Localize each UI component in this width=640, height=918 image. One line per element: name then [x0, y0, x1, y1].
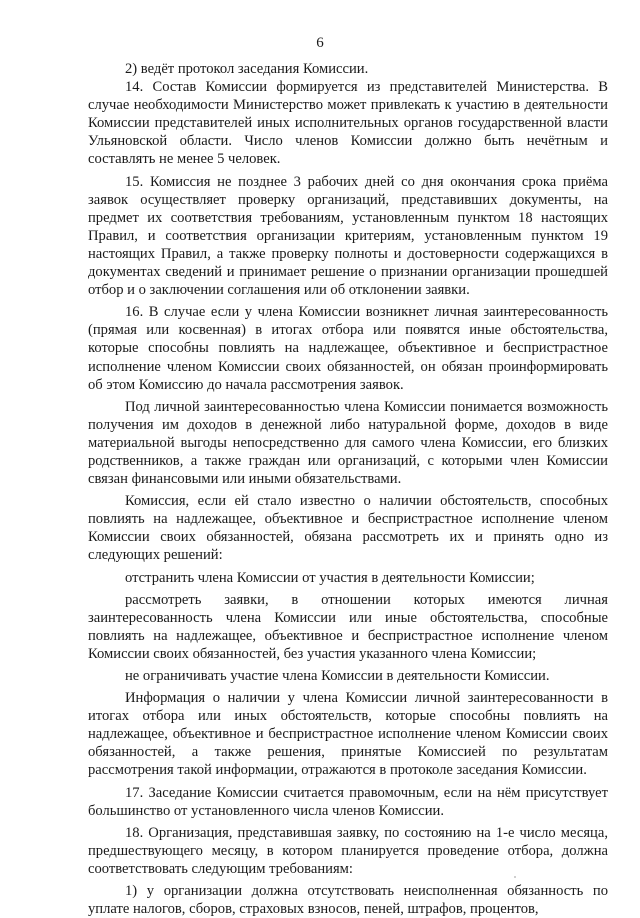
paragraph-15: 15. Комиссия не позднее 3 рабочих дней со дня окончания срока приёма заявок осуществляет проверку организаций, представивших документы, на предмет их соответствия требованиям, установленным пунктом 18 настоящих Правил, и соответствия организации критериям, установленным пунктом 19 настоящих Правил, а также проверку полноты и достоверности содержащихся в документах сведений и принимает решение о признании организации прошедшей отбор и о заключении соглашения или об отклонении заявки. [88, 173, 608, 299]
paragraph-information-recorded: Информация о наличии у члена Комиссии личной заинтересованности в итогах отбора или иных обстоятельств, которые способны повлиять на надлежащее, объективное и беспристрастное исполнение членом Комиссии своих обязанностей, а также решения, принятые Комиссией по результатам рассмотрения такой информации, отражаются в протоколе заседания Комиссии. [88, 690, 608, 779]
paragraph-17: 17. Заседание Комиссии считается правомочным, если на нём присутствует большинство от установленного числа членов Комиссии. [88, 784, 608, 819]
paragraph-18-item-1: 1) у организации должна отсутствовать неисполненная обязанность по уплате налогов, сборов, страховых взносов, пеней, штрафов, процентов, [88, 883, 608, 918]
scan-dot [514, 876, 516, 878]
paragraph-decision-review-without-member: рассмотреть заявки, в отношении которых имеются личная заинтересованность члена Комиссии или иные обстоятельства, способные повлиять на надлежащее, объективное и беспристрастное исполнение членом Комиссии своих обязанностей, без участия указанного члена Комиссии; [88, 591, 608, 662]
page-number: 6 [316, 35, 324, 51]
paragraph-item-2: 2) ведёт протокол заседания Комиссии. [125, 61, 369, 77]
paragraph-decision-no-restriction: не ограничивать участие члена Комиссии в деятельности Комиссии. [125, 668, 550, 684]
paragraph-personal-interest-definition: Под личной заинтересованностью члена Комиссии понимается возможность получения им доходов в денежной либо натуральной форме, доходов в виде материальной выгоды непосредственно для самого члена Комиссии, его близких родственников, а также граждан или организаций, с которыми член Комиссии связан финансовыми или иными обязательствами. [88, 398, 608, 488]
paragraph-decision-remove-member: отстранить члена Комиссии от участия в деятельности Комиссии; [125, 569, 535, 586]
document-body [88, 60, 608, 918]
paragraph-14: 14. Состав Комиссии формируется из представителей Министерства. В случае необходимости Министерство может привлекать к участию в деятельности Комиссии представителей иных исполнительных органов государственной власти Ульяновской области. Число членов Комиссии должно быть нечётным и составлять не менее 5 человек. [88, 79, 608, 168]
paragraph-18: 18. Организация, представившая заявку, по состоянию на 1-е число месяца, предшествующего месяцу, в котором планируется проведение отбора, должна соответствовать следующим требованиям: [88, 824, 608, 877]
paragraph-commission-decisions: Комиссия, если ей стало известно о наличии обстоятельств, способных повлиять на надлежащее, объективное и беспристрастное исполнение членом Комиссии своих обязанностей, обязана рассмотреть их и принять одно из следующих решений: [88, 493, 608, 564]
paragraph-16: 16. В случае если у члена Комиссии возникнет личная заинтересованность (прямая или косвенная) в итогах отбора или появятся иные обстоятельства, которые способны повлиять на надлежащее, объективное и беспристрастное исполнение членом Комиссии своих обязанностей, он обязан проинформировать об этом Комиссию до начала рассмотрения заявок. [88, 304, 608, 393]
